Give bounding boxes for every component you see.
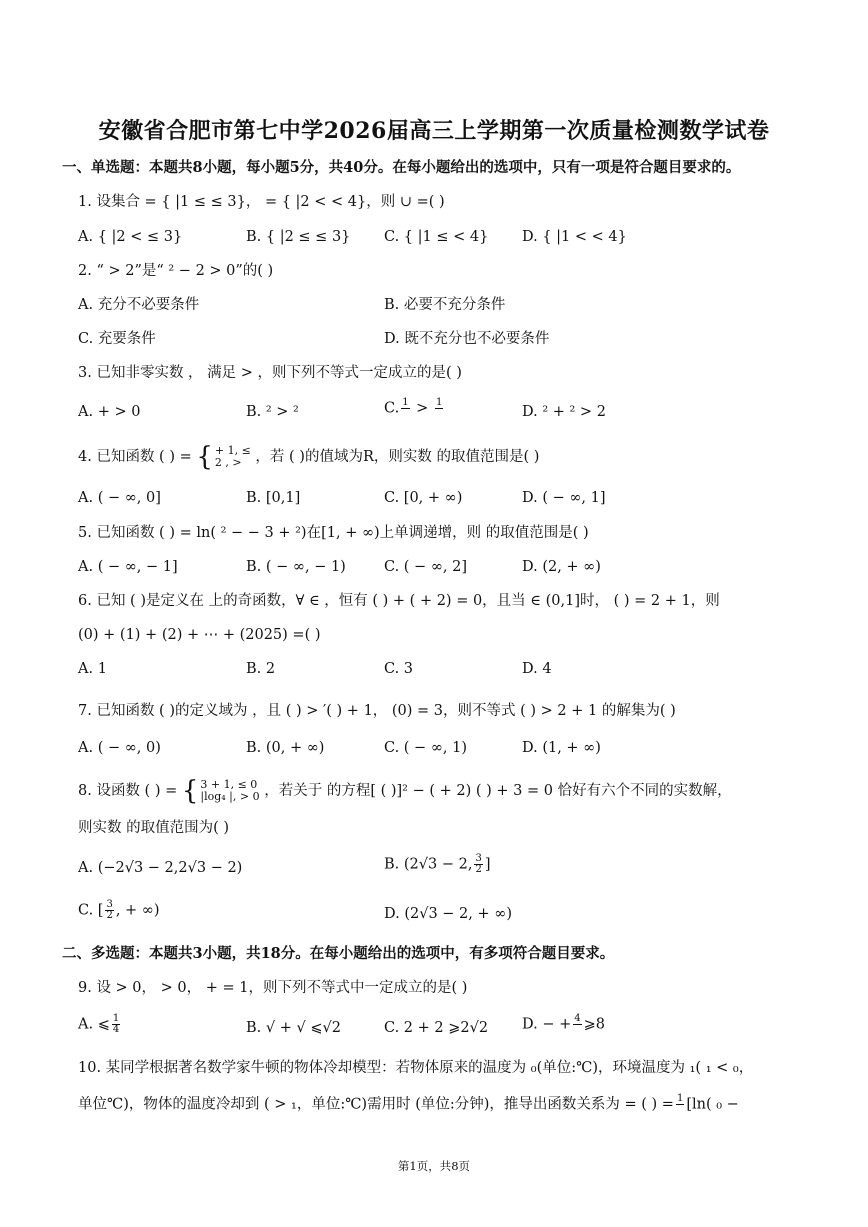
question-6-option-b: B. 2 <box>246 661 276 677</box>
question-3-option-a: A. + > 0 <box>78 404 141 420</box>
question-5-option-a: A. ( − ∞, − 1] <box>78 559 178 575</box>
fraction: 1 <box>676 1093 684 1104</box>
question-5-stem: 5. 已知函数 ( ) = ln( ² − − 3 + ²)在[1, + ∞)上单调递增，则 的取值范围是( ) <box>78 525 589 541</box>
question-9-option-b: B. √ + √ ⩽√2 <box>246 1020 341 1036</box>
fraction: $\frac{3}{2}$ <box>106 899 113 921</box>
fraction: 4 <box>574 1013 581 1024</box>
page-footer: 第1页，共8页 <box>397 1159 471 1173</box>
question-4-option-d: D. ( − ∞, 1] <box>522 490 606 506</box>
question-4-stem: 4. 已知函数 ( ) = { + 1, ≤ 2 , > ，若 ( )的值域为R，则实数 的取值范围是( ) <box>78 442 540 472</box>
question-9-option-c: C. 2 + 2 ⩾2√2 <box>384 1020 489 1036</box>
question-6-option-a: A. 1 <box>78 661 107 677</box>
question-5-option-c: C. ( − ∞, 2] <box>384 559 467 575</box>
question-5-option-b: B. ( − ∞, − 1) <box>246 559 346 575</box>
question-3-option-d: D. ² + ² > 2 <box>522 404 606 420</box>
question-1-option-d: D. { |1 < < 4} <box>522 229 627 245</box>
question-7-option-a: A. ( − ∞, 0) <box>78 740 161 756</box>
question-2-option-c: C. 充要条件 <box>78 331 156 347</box>
question-8-stem: 8. 设函数 ( ) = { 3 + 1, ≤ 0 |log₄ |, > 0 ，若关于 的方程[ ( )]² − ( + 2) ( ) + 3 = 0 恰好有六个不同的实数解， <box>78 776 732 806</box>
exam-title: 安徽省合肥市第七中学2026届高三上学期第一次质量检测数学试卷 <box>98 118 770 144</box>
question-8-option-c: C. [ $\frac{3}{2}$ , + ∞) <box>78 899 160 921</box>
question-9-option-a: A. ⩽ $\frac{1}{4}$ <box>78 1013 120 1035</box>
fraction: $\frac{1}{4}$ <box>112 1013 120 1035</box>
fraction: $\frac{3}{2}$ <box>475 853 482 875</box>
question-2-option-b: B. 必要不充分条件 <box>384 297 506 313</box>
question-8-option-b: B. (2√3 − 2, $\frac{3}{2}$ ] <box>384 853 491 875</box>
fraction: 1 <box>402 397 409 408</box>
question-10-stem: 10. 某同学根据著名数学家牛顿的物体冷却模型：若物体原来的温度为 ₀(单位:℃)，环境温度为 ₁( ₁ < ₀， <box>78 1060 754 1076</box>
question-3-stem: 3. 已知非零实数 ， 满足 > ，则下列不等式一定成立的是( ) <box>78 365 462 381</box>
question-3-option-b: B. ² > ² <box>246 404 299 420</box>
question-1-option-b: B. { |2 ≤ ≤ 3} <box>246 229 351 245</box>
question-8-option-d: D. (2√3 − 2, + ∞) <box>384 906 512 922</box>
question-4-option-a: A. ( − ∞, 0] <box>78 490 161 506</box>
question-7-option-d: D. (1, + ∞) <box>522 740 601 756</box>
question-8-option-a: A. (−2√3 − 2,2√3 − 2) <box>78 860 243 876</box>
section-single-choice-heading: 一、单选题：本题共8小题，每小题5分，共40分。在每小题给出的选项中，只有一项是符合题目要求的。 <box>62 159 741 176</box>
question-7-option-b: B. (0, + ∞) <box>246 740 325 756</box>
question-4-option-b: B. [0,1] <box>246 490 301 506</box>
question-1-stem: 1. 设集合 = { |1 ≤ ≤ 3}， = { |2 < < 4}，则 ∪ =( ) <box>78 194 445 210</box>
question-3-option-c: C. 1 > 1 <box>384 398 445 419</box>
piecewise-definition: 3 + 1, ≤ 0 |log₄ |, > 0 <box>200 778 260 803</box>
left-brace: { <box>196 442 213 472</box>
section-multiple-choice-heading: 二、多选题：本题共3小题，共18分。在每小题给出的选项中，有多项符合题目要求。 <box>62 945 615 962</box>
question-6-stem: 6. 已知 ( )是定义在 上的奇函数，∀ ∈ ，恒有 ( ) + ( + 2) = 0，且当 ∈ (0,1]时， ( ) = 2 + 1，则 <box>78 593 720 609</box>
question-1-option-c: C. { |1 ≤ < 4} <box>384 229 489 245</box>
question-1-option-a: A. { |2 < ≤ 3} <box>78 229 183 245</box>
question-9-stem: 9. 设 > 0， > 0， + = 1，则下列不等式中一定成立的是( ) <box>78 980 468 996</box>
question-7-stem: 7. 已知函数 ( )的定义域为 ，且 ( ) > ′( ) + 1， (0) = 3，则不等式 ( ) > 2 + 1 的解集为( ) <box>78 703 676 719</box>
question-6-option-d: D. 4 <box>522 661 552 677</box>
left-brace: { <box>181 776 199 806</box>
piecewise-definition: + 1, ≤ 2 , > <box>214 444 251 469</box>
question-7-option-c: C. ( − ∞, 1) <box>384 740 467 756</box>
question-8-stem-continued: 则实数 的取值范围为( ) <box>78 820 230 836</box>
question-2-stem: 2. “ > 2”是“ ² − 2 > 0”的( ) <box>78 263 274 279</box>
question-9-option-d: D. − + 4 ⩾8 <box>522 1014 605 1035</box>
question-2-option-a: A. 充分不必要条件 <box>78 297 200 313</box>
question-10-stem-continued: 单位℃)，物体的温度冷却到 ( > ₁，单位:℃)需用时 (单位:分钟)，推导出函数关系为 = ( ) = 1 [ln( ₀ − <box>78 1094 739 1115</box>
question-4-option-c: C. [0, + ∞) <box>384 490 463 506</box>
question-2-option-d: D. 既不充分也不必要条件 <box>384 331 550 347</box>
question-5-option-d: D. (2, + ∞) <box>522 559 601 575</box>
fraction: 1 <box>435 397 443 408</box>
question-6-stem-continued: (0) + (1) + (2) + ⋯ + (2025) =( ) <box>78 627 321 643</box>
question-6-option-c: C. 3 <box>384 661 414 677</box>
